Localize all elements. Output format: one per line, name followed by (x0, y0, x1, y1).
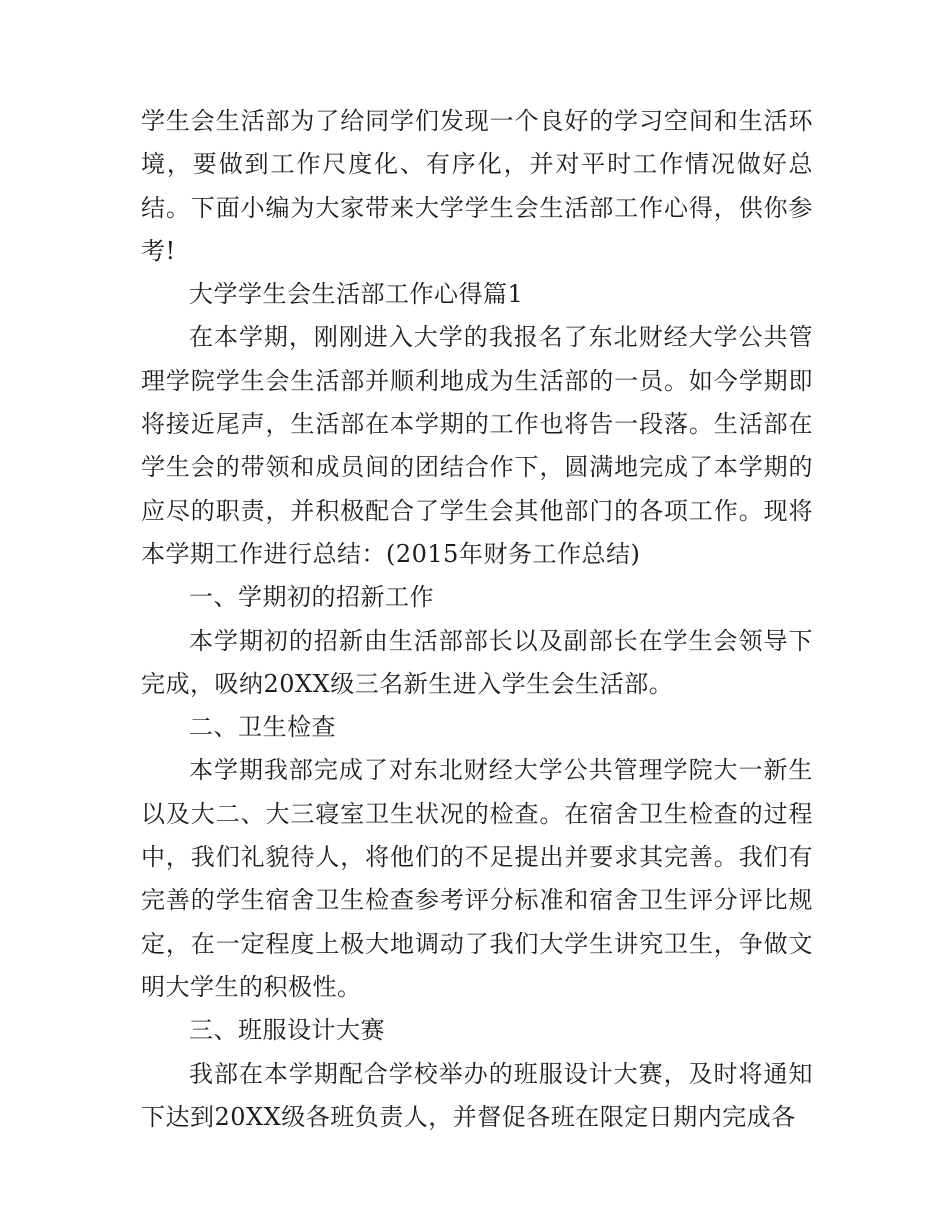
section-heading-2: 二、卫生检查 (189, 713, 336, 742)
section-heading-1: 一、学期初的招新工作 (189, 583, 434, 612)
section-body-3: 我部在本学期配合学校举办的班服设计大赛，及时将通知下达到20XX级各班负责人，并督促各班在限定日期内完成各 (141, 1059, 813, 1131)
section-body-2: 本学期我部完成了对东北财经大学公共管理学院大一新生以及大二、大三寝室卫生状况的检查。在宿舍卫生检查的过程中，我们礼貌待人，将他们的不足提出并要求其完善。我们有完善的学生宿舍卫生检查参考评分标准和宿舍卫生评分评比规定，在一定程度上极大地调动了我们大学生讲究卫生，争做文明大学生的积极性。 (141, 756, 813, 1001)
intro-paragraph: 学生会生活部为了给同学们发现一个良好的学习空间和生活环境，要做到工作尺度化、有序化，并对平时工作情况做好总结。下面小编为大家带来大学学生会生活部工作心得，供你参考! (141, 107, 813, 265)
body-paragraph-1: 在本学期，刚刚进入大学的我报名了东北财经大学公共管理学院学生会生活部并顺利地成为生活部的一员。如今学期即将接近尾声，生活部在本学期的工作也将告一段落。生活部在学生会的带领和成员间的团结合作下，圆满地完成了本学期的应尽的职责，并积极配合了学生会其他部门的各项工作。现将本学期工作进行总结：(2015年财务工作总结) (141, 323, 813, 568)
section-body-1: 本学期初的招新由生活部部长以及副部长在学生会领导下完成，吸纳20XX级三名新生进入学生会生活部。 (141, 626, 813, 698)
article-title: 大学学生会生活部工作心得篇1 (189, 280, 524, 309)
section-heading-3: 三、班服设计大赛 (189, 1016, 385, 1045)
document-body (141, 100, 813, 1139)
